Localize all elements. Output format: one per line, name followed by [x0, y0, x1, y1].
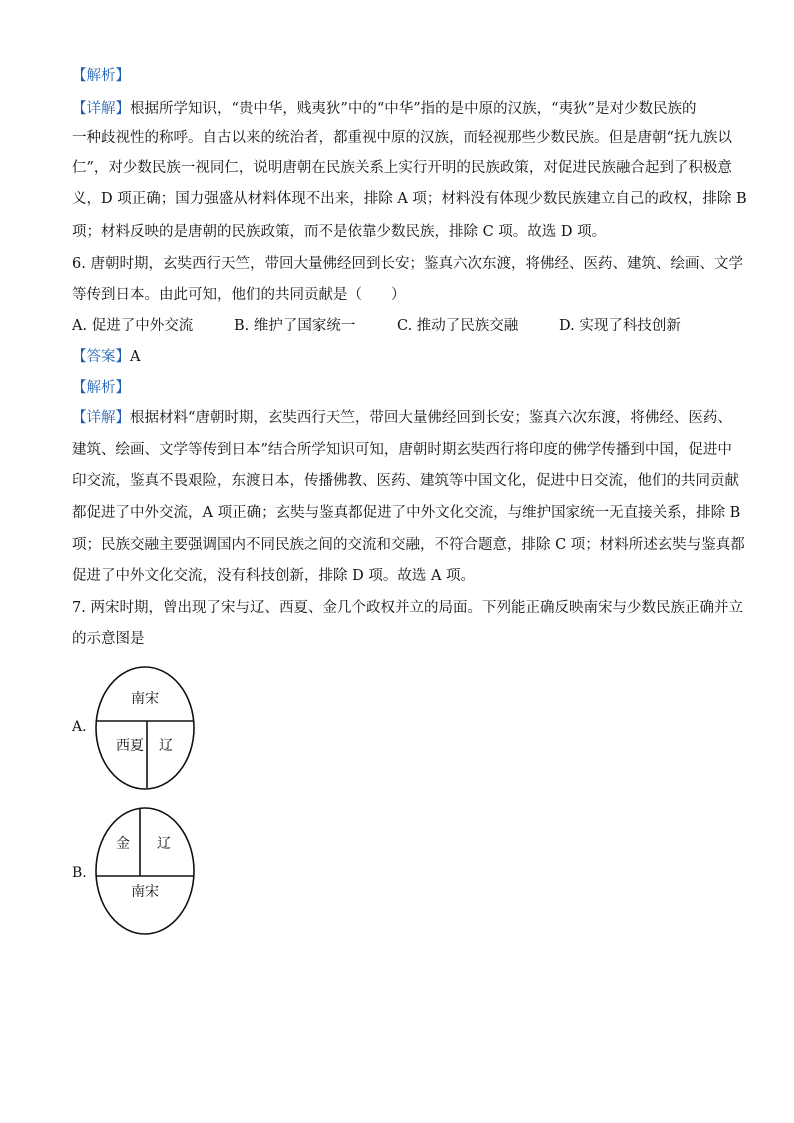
q5-text: 仁”，对少数民族一视同仁，说明唐朝在民族关系上实行开明的民族政策，对促进民族融合起到了积极意	[72, 160, 732, 176]
q7-diagram-a	[94, 665, 196, 791]
q6-analysis-tag: 【解析】	[72, 380, 130, 396]
diagram-a-bottom-left-region: 西夏	[116, 738, 144, 754]
q6-detail-line-1	[72, 408, 732, 428]
diagram-a-outline	[96, 667, 194, 789]
q6-text: 建筑、绘画、文学等传到日本”结合所学知识可知，唐朝时期玄奘西行将印度的佛学传播到中国，促进中	[72, 442, 732, 458]
q6-option-c: C. 推动了民族交融	[397, 318, 519, 334]
q5-detail-tag: 【详解】	[72, 101, 130, 117]
q7-stem: 的示意图是	[72, 631, 145, 647]
diagram-b-top-right-region: 辽	[157, 836, 171, 852]
q6-option-a: A. 促进了中外交流	[72, 318, 194, 334]
q6-stem: 6. 唐朝时期，玄奘西行天竺，带回大量佛经回到长安；鉴真六次东渡，将佛经、医药、建筑、绘画、文学	[72, 256, 743, 272]
q5-analysis-tag: 【解析】	[72, 68, 130, 84]
q6-detail-tag: 【详解】	[72, 410, 130, 426]
q5-text: 一种歧视性的称呼。自古以来的统治者，都重视中原的汉族，而轻视那些少数民族。但是唐朝“抚九族以	[72, 130, 732, 146]
diagram-a-top-region: 南宋	[131, 691, 159, 707]
q6-option-b: B. 维护了国家统一	[234, 318, 356, 334]
q6-stem: 等传到日本。由此可知，他们的共同贡献是（ ）	[72, 287, 406, 303]
diagram-b-top-left-region: 金	[116, 836, 130, 852]
q7-diagram-b-label: B.	[72, 865, 87, 881]
diagram-b-outline	[96, 808, 194, 934]
diagram-b-bottom-region: 南宋	[131, 884, 159, 900]
q6-option-d: D. 实现了科技创新	[559, 318, 681, 334]
q5-detail-line-1	[72, 99, 732, 119]
q7-diagram-b	[94, 806, 196, 936]
q5-text: 根据所学知识，“贵中华，贱夷狄”中的“中华”指的是中原的汉族，“夷狄”是对少数民族的	[130, 101, 697, 117]
q6-answer-tag: 【答案】	[72, 349, 130, 365]
q6-text: 都促进了中外交流，A 项正确；玄奘与鉴真都促进了中外文化交流，与维护国家统一无直接关系，排除 B	[72, 505, 741, 521]
q6-answer-value: A	[130, 349, 141, 365]
q6-text: 项；民族交融主要强调国内不同民族之间的交流和交融，不符合题意，排除 C 项；材料所述玄奘与鉴真都	[72, 537, 745, 553]
q6-answer-line	[72, 347, 732, 367]
diagram-a-bottom-right-region: 辽	[159, 738, 173, 754]
q6-text: 促进了中外文化交流，没有科技创新，排除 D 项。故选 A 项。	[72, 568, 476, 584]
q6-text: 印交流，鉴真不畏艰险，东渡日本，传播佛教、医药、建筑等中国文化，促进中日交流，他们的共同贡献	[72, 473, 739, 489]
q5-text: 义，D 项正确；国力强盛从材料体现不出来，排除 A 项；材料没有体现少数民族建立自己的政权，排除 B	[72, 191, 747, 207]
q7-diagram-a-label: A.	[72, 719, 87, 735]
q5-text: 项；材料反映的是唐朝的民族政策，而不是依靠少数民族，排除 C 项。故选 D 项。	[72, 224, 607, 240]
q6-text: 根据材料“唐朝时期，玄奘西行天竺，带回大量佛经回到长安；鉴真六次东渡，将佛经、医药、	[130, 410, 732, 426]
q7-stem: 7. 两宋时期，曾出现了宋与辽、西夏、金几个政权并立的局面。下列能正确反映南宋与少数民族正确并立	[72, 600, 743, 616]
